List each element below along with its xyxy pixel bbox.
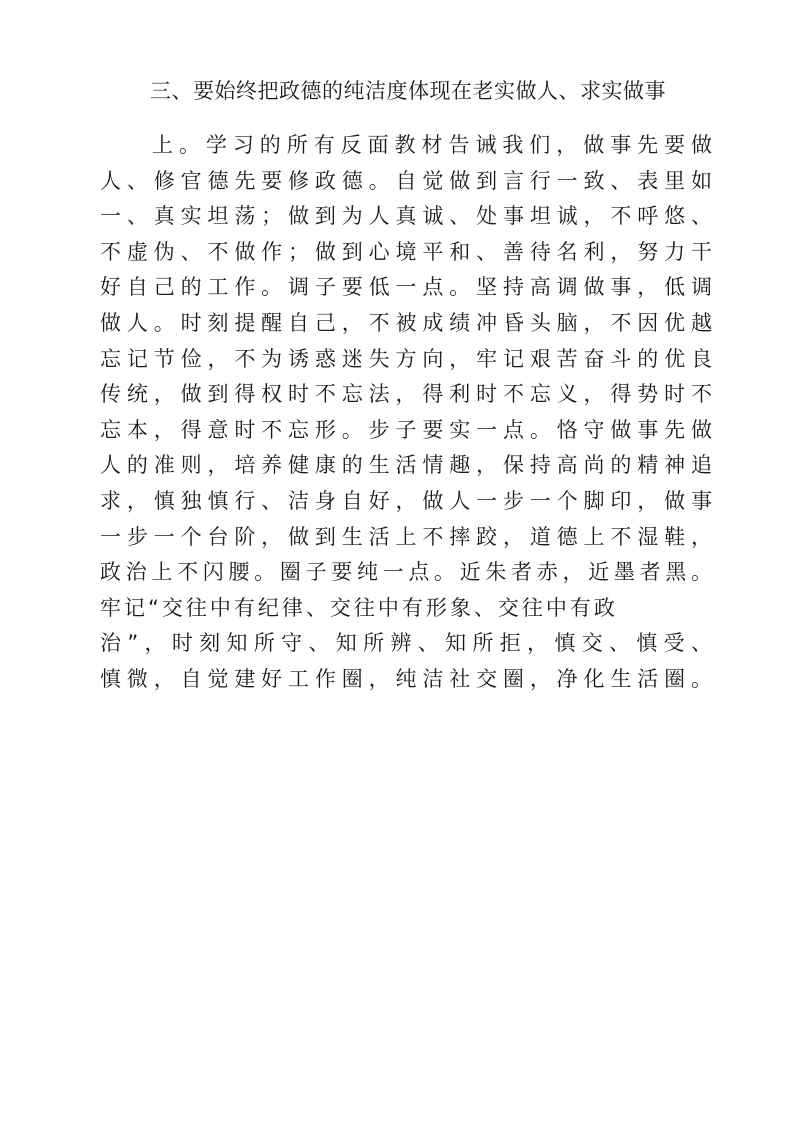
- paragraph-line-14: 牢记“交往中有纪律、交往中有形象、交往中有政: [100, 595, 618, 620]
- paragraph-line-11: 求，慎独慎行、洁身自好，做人一步一个脚印，做事: [100, 488, 712, 513]
- paragraph-line-5: 好自己的工作。调子要低一点。坚持高调做事，低调: [100, 275, 712, 300]
- paragraph-line-15: 治”，时刻知所守、知所辨、知所拒，慎交、慎受、: [100, 631, 712, 656]
- paragraph-line-13: 政治上不闪腰。圈子要纯一点。近朱者赤，近墨者黑。: [100, 560, 712, 585]
- paragraph-line-12: 一步一个台阶，做到生活上不摔跤，道德上不湿鞋，: [100, 524, 712, 549]
- paragraph-line-2: 人、修官德先要修政德。自觉做到言行一致、表里如: [100, 168, 712, 193]
- paragraph-line-4: 不虚伪、不做作；做到心境平和、善待名利，努力干: [100, 239, 712, 264]
- paragraph-line-7: 忘记节俭，不为诱惑迷失方向，牢记艰苦奋斗的优良: [100, 346, 712, 371]
- body-paragraph: [100, 128, 712, 698]
- paragraph-line-1: 上。学习的所有反面教材告诫我们，做事先要做: [152, 133, 712, 157]
- paragraph-line-6: 做人。时刻提醒自己，不被成绩冲昏头脑，不因优越: [100, 310, 712, 335]
- paragraph-line-3: 一、真实坦荡；做到为人真诚、处事坦诚，不呼悠、: [100, 204, 712, 229]
- section-heading: 三、要始终把政德的纯洁度体现在老实做人、求实做事: [150, 79, 666, 103]
- paragraph-line-9: 忘本，得意时不忘形。步子要实一点。恪守做事先做: [100, 417, 712, 442]
- paragraph-line-8: 传统，做到得权时不忘法，得利时不忘义，得势时不: [100, 382, 712, 407]
- paragraph-line-10: 人的准则，培养健康的生活情趣，保持高尚的精神追: [100, 453, 712, 478]
- paragraph-line-16: 慎微，自觉建好工作圈，纯洁社交圈，净化生活圈。: [100, 666, 712, 691]
